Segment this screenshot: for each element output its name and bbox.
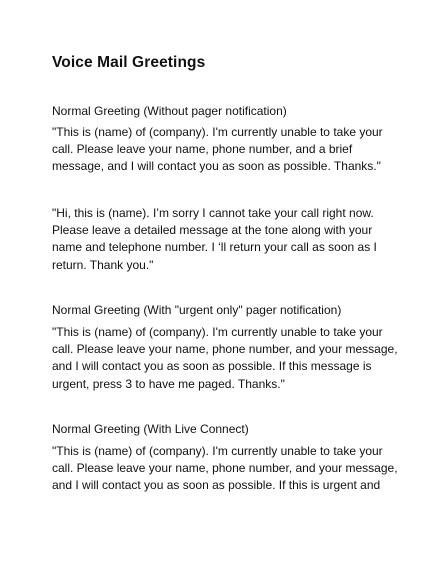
paragraph-line: "This is (name) of (company). I'm currently unable to take your xyxy=(52,125,383,139)
paragraph-line: and I will contact you as soon as possible. If this is urgent and xyxy=(52,478,381,493)
document-title: Voice Mail Greetings xyxy=(52,54,206,71)
greeting-paragraph-urgent xyxy=(52,324,412,393)
paragraph-line: "This is (name) of (company). I'm currently unable to take your xyxy=(52,325,383,339)
paragraph-line: call. Please leave your name, phone number, and a brief xyxy=(52,142,353,157)
paragraph-line: return. Thank you." xyxy=(52,257,154,272)
paragraph-line: call. Please leave your name, phone number, and your message, xyxy=(52,461,398,476)
section-heading-without-pager: Normal Greeting (Without pager notification) xyxy=(52,104,287,118)
greeting-paragraph-live-connect xyxy=(52,443,412,495)
paragraph-line: call. Please leave your name, phone number, and your message, xyxy=(52,342,398,357)
paragraph-line: name and telephone number. I ‘ll return your call as soon as I xyxy=(52,240,377,255)
greeting-paragraph-hi xyxy=(52,205,412,274)
paragraph-line: urgent, press 3 to have me paged. Thanks." xyxy=(52,376,285,391)
paragraph-line: "Hi, this is (name). I’m sorry I cannot take your call right now. xyxy=(52,206,374,220)
section-heading-urgent-only: Normal Greeting (With "urgent only" pager notification) xyxy=(52,303,342,317)
paragraph-line: message, and I will contact you as soon as possible. Thanks." xyxy=(52,159,381,174)
greeting-paragraph-standard xyxy=(52,124,412,176)
paragraph-line: "This is (name) of (company). I'm currently unable to take your xyxy=(52,444,383,458)
paragraph-line: and I will contact you as soon as possible. If this message is xyxy=(52,359,372,374)
paragraph-line: Please leave a detailed message at the tone along with your xyxy=(52,223,373,238)
section-heading-live-connect: Normal Greeting (With Live Connect) xyxy=(52,422,249,436)
